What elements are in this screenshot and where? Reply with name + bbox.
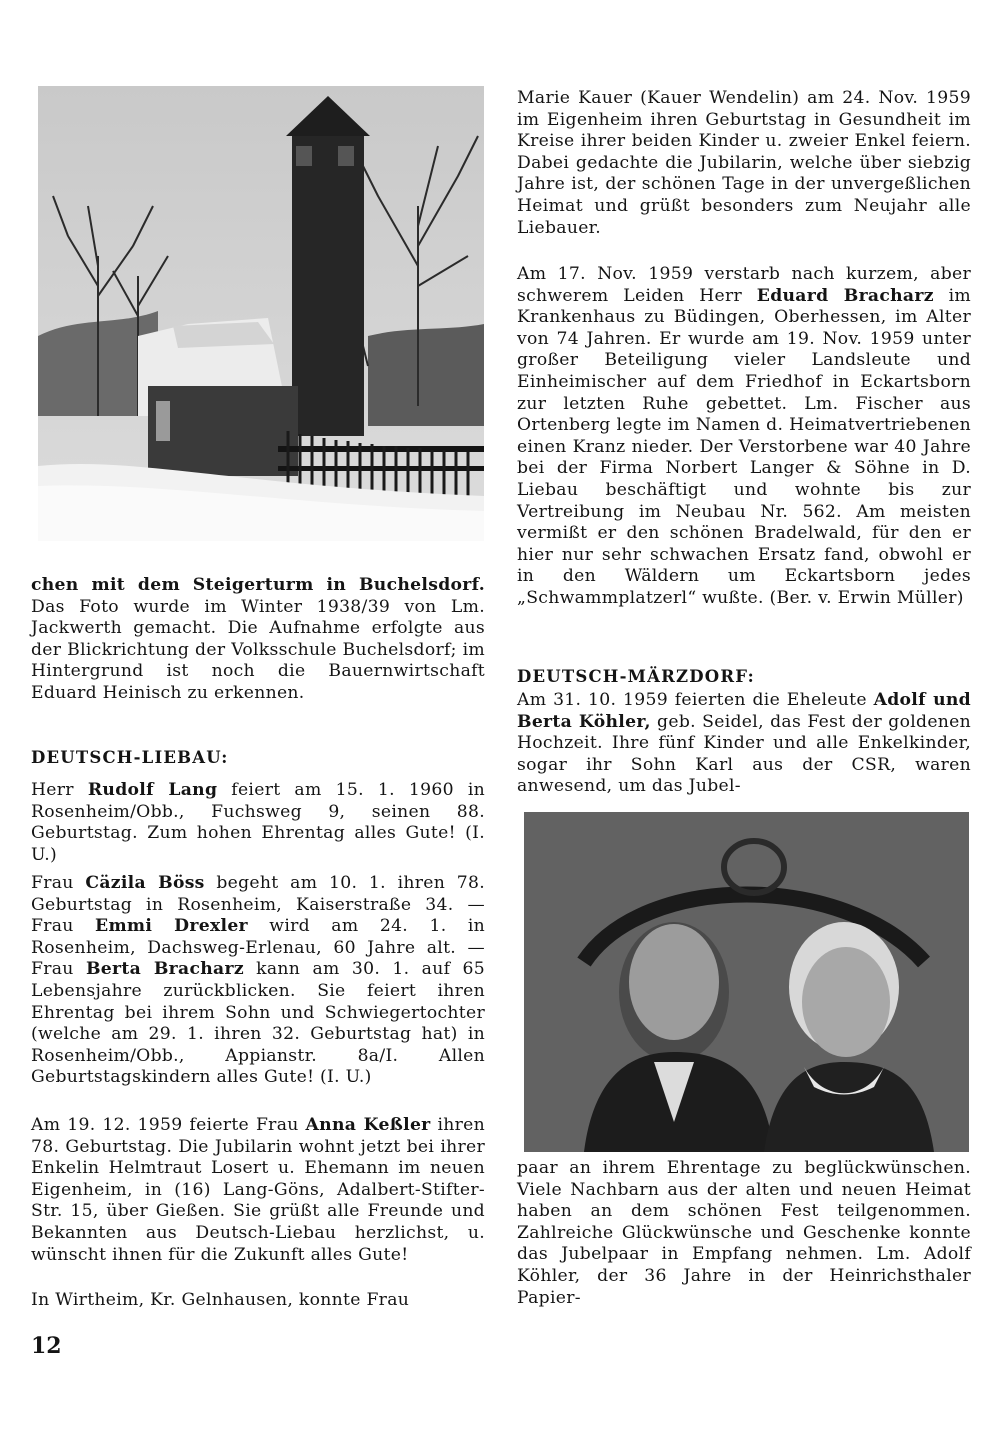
photo-koehler-couple-image xyxy=(524,812,969,1152)
rp2-c: im Krankenhaus zu Büdingen, Oberhessen, im Alter von 74 Jahren. Er wurde am 19. Nov. 1959 unter großer Beteiligung vieler Landsleute und Einheimischer auf dem Friedhof in Eckartsborn zur letzten Ruhe gebettet. Lm. Fischer aus Ortenberg legte im Namen d. Heimatvertriebenen einen Kranz nieder. Der Verstorbene war 40 Jahre bei der Firma Norbert Langer & Söhne in D. Liebau beschäftigt und wohnte bis zur Vertreibung im Neubau Nr. 562. Am meisten vermißt er den schönen Bradelwald, für den er hier nur sehr schwachen Ersatz fand, obwohl er in den Wäldern um Eckartsborn jedes „Schwammplatzerl“ wußte. (Ber. v. Erwin Müller) xyxy=(517,285,971,608)
p3-a: Am 19. 12. 1959 feierte Frau xyxy=(31,1115,306,1135)
caption-bold: chen mit dem Steigerturm in Buchelsdorf. xyxy=(31,575,485,595)
section-heading-deutsch-liebau: DEUTSCH-LIEBAU: xyxy=(31,748,229,767)
photo-caption xyxy=(31,575,485,705)
photo-steigerturm xyxy=(38,86,484,541)
rp3-b: Adolf und Berta Köhler, xyxy=(517,690,971,732)
p1-b: Rudolf Lang xyxy=(87,780,218,800)
paragraph-marie-kauer: Marie Kauer (Kauer Wendelin) am 24. Nov. 1959 im Eigenheim ihren Geburtstag in Gesundheit im Kreise ihrer beiden Kinder u. zweier Enkel feiern. Dabei gedachte die Jubilarin, welche über siebzig Jahre ist, der schönen Tage in der unvergeßlichen Heimat und grüßt besonders zum Neujahr alle Liebauer. xyxy=(517,88,971,238)
paragraph-anna-kessler xyxy=(31,1115,485,1266)
p2-e: wird am 24. 1. in Rosenheim, Dachsweg-Erlenau, 60 Jahre alt. — Frau xyxy=(31,916,486,980)
p2-g: kann am 30. 1. auf 65 Lebensjahre zurückblicken. Sie feiert ihren Ehrentag bei ihrem Sohn und Schwiegertochter (welche am 29. 1. ihren 32. Geburtstag hat) in Rosenheim/Obb., Appianstr. 8a/I. Allen Geburtstagskindern alles Gute! (I. U.) xyxy=(31,959,486,1088)
rp3-a: Am 31. 10. 1959 feierten die Eheleute xyxy=(517,690,874,710)
page-number: 12 xyxy=(31,1333,62,1359)
paragraph-eduard-bracharz xyxy=(517,264,971,610)
p3-c: ihren 78. Geburtstag. Die Jubilarin wohnt jetzt bei ihrer Enkelin Helmtraut Losert u. Ehemann im neuen Eigenheim, in (16) Lang-Göns, Adalbert-Stifter-Str. 15, über Gießen. Sie grüßt alle Freunde und Bekannten aus Deutsch-Liebau herzlichst, u. wünscht ihnen für die Zukunft alles Gute! xyxy=(31,1115,485,1265)
caption-text: Das Foto wurde im Winter 1938/39 von Lm. Jackwerth gemacht. Die Aufnahme erfolgte aus der Blickrichtung der Volksschule Buchelsdorf; im Hintergrund ist noch die Bauernwirtschaft Eduard Heinisch zu erkennen. xyxy=(31,596,485,703)
p2-d: Emmi Drexler xyxy=(95,916,248,937)
p2-a: Frau xyxy=(31,873,86,893)
p2-b: Cäzila Böss xyxy=(85,873,205,893)
paragraph-koehler-continued: paar an ihrem Ehrentage zu beglückwünschen. Viele Nachbarn aus der alten und neuen Heimat haben an dem schönen Fest teilgenommen. Zahlreiche Glückwünsche und Geschenke konnte das Jubelpaar in Empfang nehmen. Lm. Adolf Köhler, der 36 Jahre in der Heinrichsthaler Papier- xyxy=(517,1158,971,1308)
p2-f: Berta Bracharz xyxy=(85,959,244,980)
section-heading-deutsch-maerzdorf: DEUTSCH-MÄRZDORF: xyxy=(517,667,755,686)
p1-c: feiert am 15. 1. 1960 in Rosenheim/Obb., Fuchsweg 9, seinen 88. Geburtstag. Zum hohen Ehrentag alles Gute! (I. U.) xyxy=(31,780,485,865)
rp3-c: geb. Seidel, das Fest der goldenen Hochzeit. Ihre fünf Kinder und alle Enkelkinder, sogar ihr Sohn Karl aus der CSR, waren anwesend, um das Jubel- xyxy=(517,711,972,797)
photo-koehler-couple xyxy=(524,812,969,1152)
p2-c: begeht am 10. 1. ihren 78. Geburtstag in Rosenheim, Kaiserstraße 34. — Frau xyxy=(31,873,486,937)
paragraph-wirtheim: In Wirtheim, Kr. Gelnhausen, konnte Frau xyxy=(31,1290,410,1310)
p1-a: Herr xyxy=(31,780,88,800)
rp2-b: Eduard Bracharz xyxy=(756,285,934,306)
paragraph-birthdays xyxy=(31,873,485,1089)
paragraph-rudolf-lang xyxy=(31,780,485,866)
paragraph-koehler-wedding xyxy=(517,690,971,798)
p3-b: Anna Keßler xyxy=(305,1115,431,1135)
rp2-a: Am 17. Nov. 1959 verstarb nach kurzem, aber schwerem Leiden Herr xyxy=(517,264,971,306)
photo-steigerturm-image xyxy=(38,86,484,541)
